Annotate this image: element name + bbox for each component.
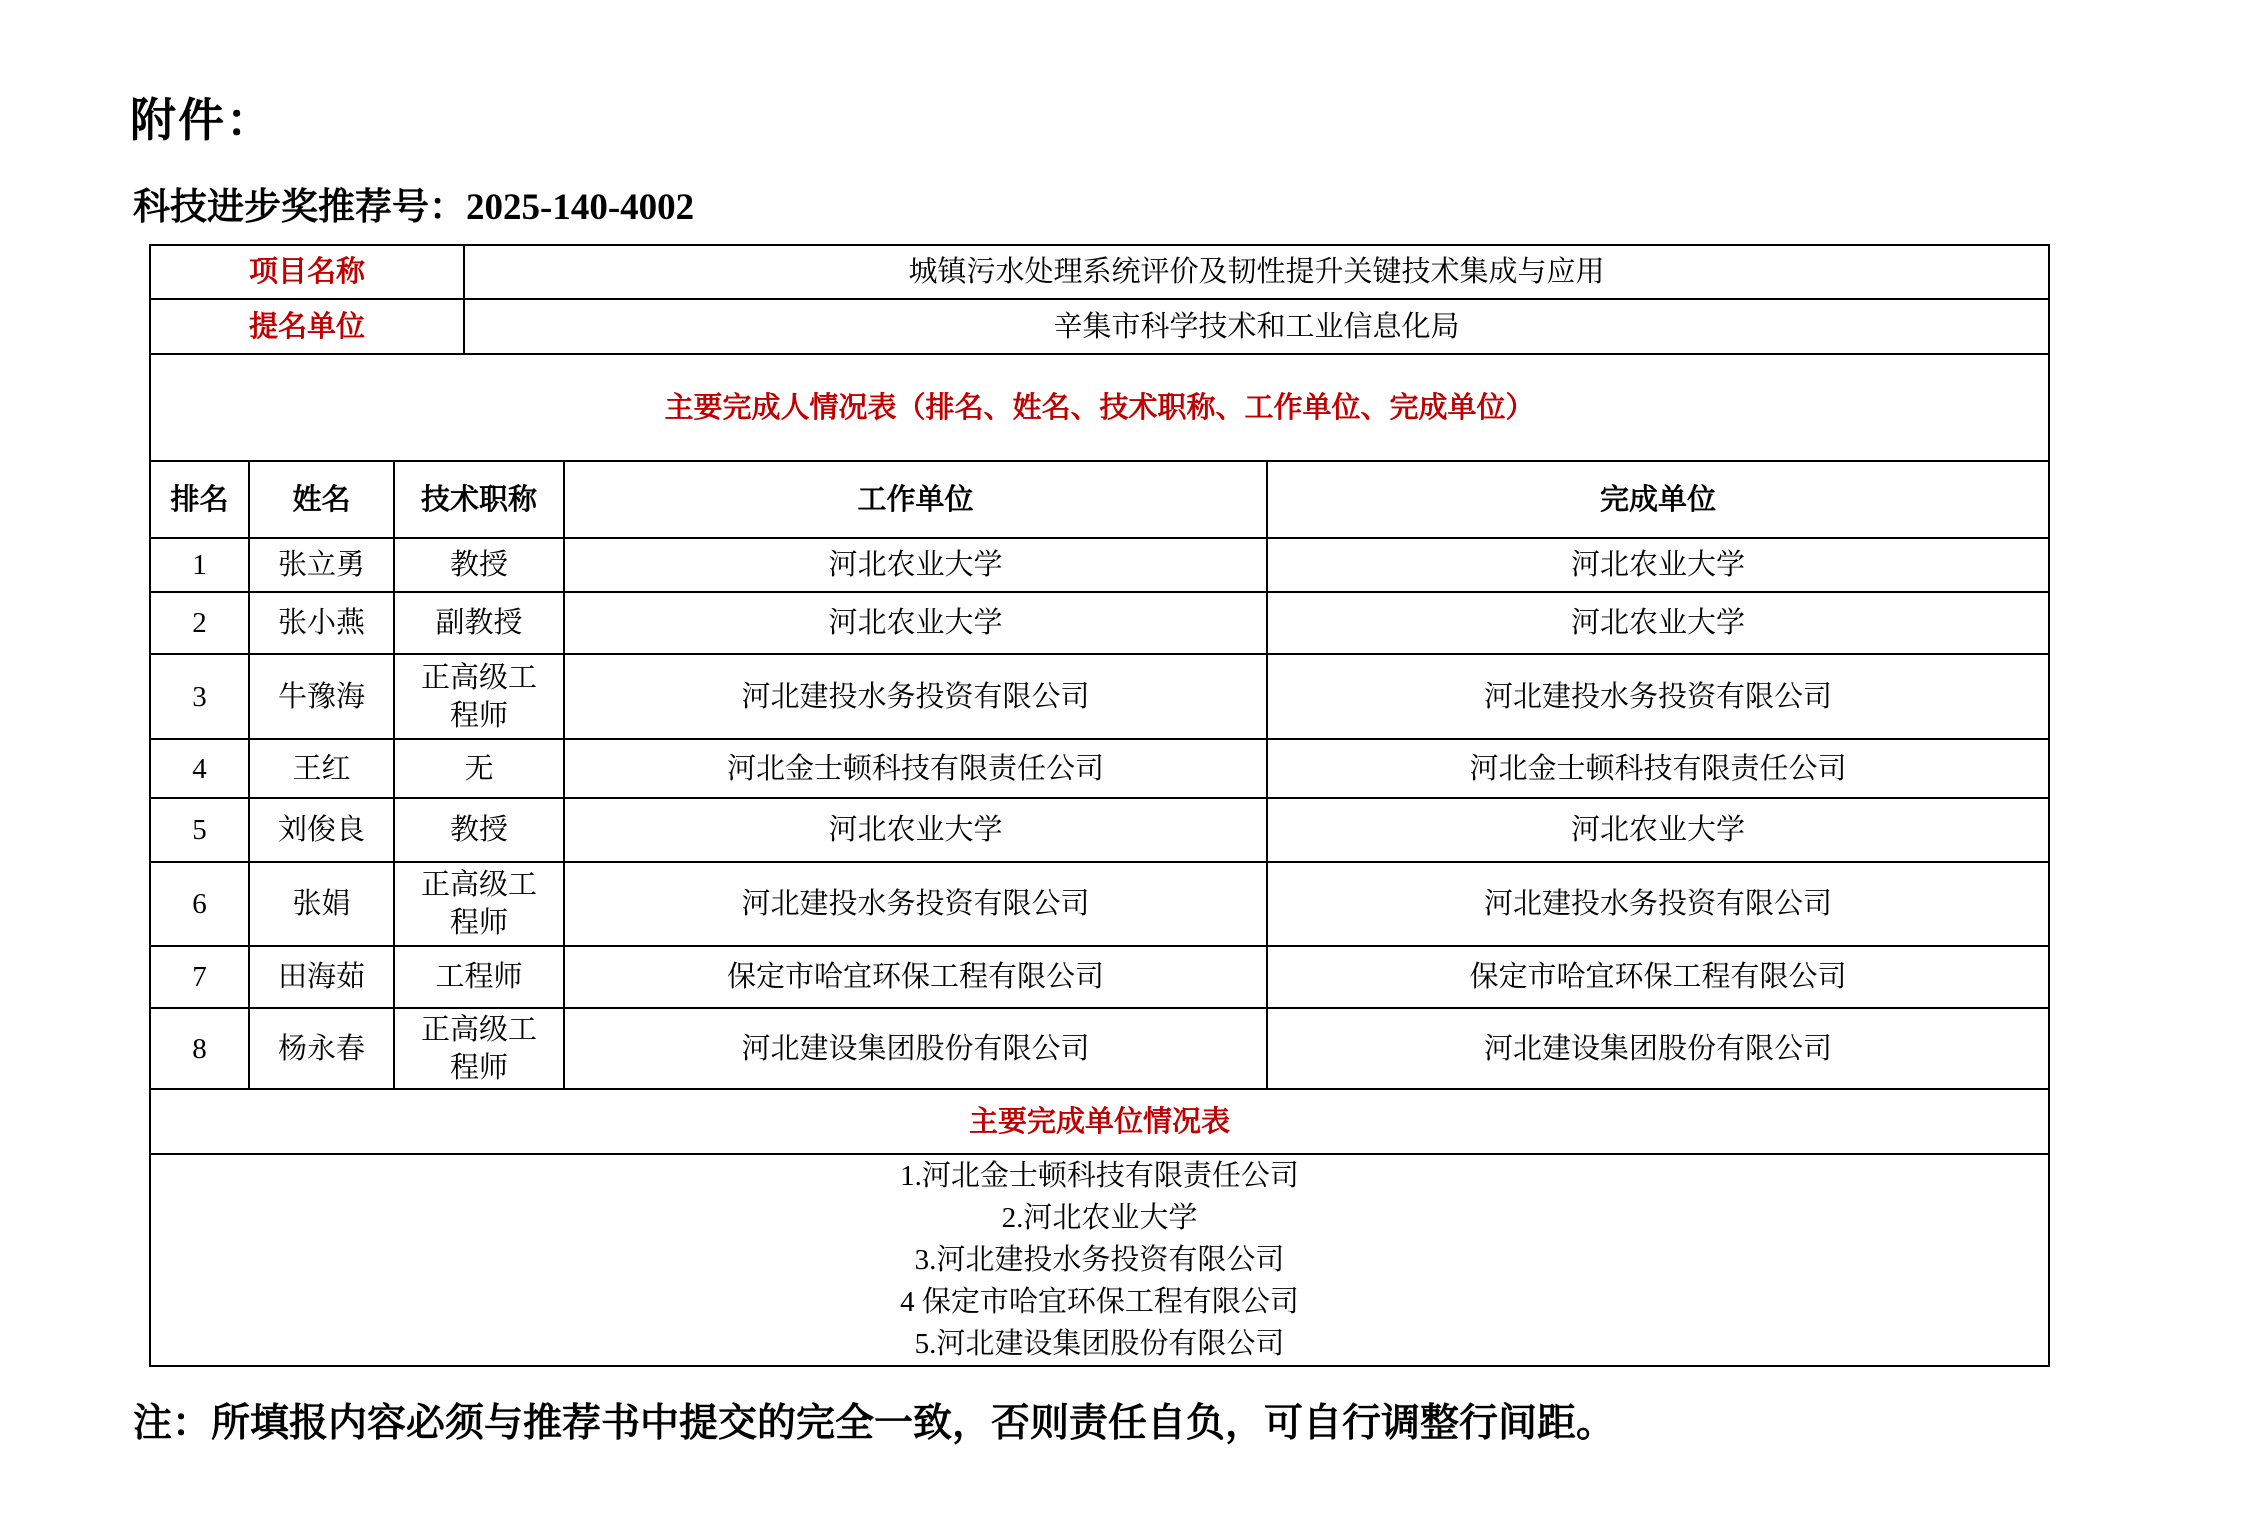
recommendation-number-label: 科技进步奖推荐号： <box>133 187 466 228</box>
person-completion-unit: 河北农业大学 <box>1267 538 2049 592</box>
person-rank: 2 <box>150 592 249 654</box>
project-name-row <box>150 245 2049 299</box>
person-title: 正高级工程师 <box>394 862 564 946</box>
header-rank: 排名 <box>150 461 249 538</box>
person-name: 田海茹 <box>249 946 394 1008</box>
person-name: 张立勇 <box>249 538 394 592</box>
award-info-table <box>149 244 2050 1367</box>
person-work-unit: 河北建投水务投资有限公司 <box>564 654 1267 739</box>
person-name: 刘俊良 <box>249 798 394 862</box>
person-row-8 <box>150 1008 2049 1089</box>
attachment-heading: 附件： <box>130 94 274 146</box>
person-rank: 5 <box>150 798 249 862</box>
nominator-label: 提名单位 <box>150 299 464 354</box>
header-completion-unit: 完成单位 <box>1267 461 2049 538</box>
recommendation-number-line <box>133 176 694 230</box>
person-row-4 <box>150 739 2049 798</box>
person-name: 张娟 <box>249 862 394 946</box>
project-name-value: 城镇污水处理系统评价及韧性提升关键技术集成与应用 <box>464 245 2049 299</box>
unit-item: 2.河北农业大学 <box>1001 1202 1198 1234</box>
person-completion-unit: 河北建设集团股份有限公司 <box>1267 1008 2049 1089</box>
unit-item: 4 保定市哈宜环保工程有限公司 <box>900 1286 1299 1318</box>
person-rank: 6 <box>150 862 249 946</box>
person-title: 工程师 <box>394 946 564 1008</box>
person-title: 教授 <box>394 538 564 592</box>
person-completion-unit: 河北农业大学 <box>1267 592 2049 654</box>
recommendation-number-value: 2025-140-4002 <box>466 187 695 228</box>
person-completion-unit: 河北金士顿科技有限责任公司 <box>1267 739 2049 798</box>
person-title: 副教授 <box>394 592 564 654</box>
nominator-value: 辛集市科学技术和工业信息化局 <box>464 299 2049 354</box>
person-title: 无 <box>394 739 564 798</box>
units-section-title: 主要完成单位情况表 <box>150 1089 2049 1154</box>
person-work-unit: 河北建设集团股份有限公司 <box>564 1008 1267 1089</box>
person-row-3 <box>150 654 2049 739</box>
person-completion-unit: 河北建投水务投资有限公司 <box>1267 862 2049 946</box>
person-rank: 8 <box>150 1008 249 1089</box>
person-name: 王红 <box>249 739 394 798</box>
nominator-row <box>150 299 2049 354</box>
person-completion-unit: 河北建投水务投资有限公司 <box>1267 654 2049 739</box>
footer-note: 注：所填报内容必须与推荐书中提交的完全一致，否则责任自负，可自行调整行间距。 <box>133 1402 1616 1445</box>
person-row-7 <box>150 946 2049 1008</box>
person-rank: 7 <box>150 946 249 1008</box>
person-name: 张小燕 <box>249 592 394 654</box>
person-rank: 1 <box>150 538 249 592</box>
header-work-unit: 工作单位 <box>564 461 1267 538</box>
header-title: 技术职称 <box>394 461 564 538</box>
person-work-unit: 河北农业大学 <box>564 538 1267 592</box>
person-row-2 <box>150 592 2049 654</box>
person-work-unit: 河北农业大学 <box>564 592 1267 654</box>
project-name-label: 项目名称 <box>150 245 464 299</box>
person-work-unit: 河北金士顿科技有限责任公司 <box>564 739 1267 798</box>
person-work-unit: 保定市哈宜环保工程有限公司 <box>564 946 1267 1008</box>
person-row-1 <box>150 538 2049 592</box>
person-title: 正高级工程师 <box>394 1008 564 1089</box>
person-title: 正高级工程师 <box>394 654 564 739</box>
unit-item: 5.河北建设集团股份有限公司 <box>914 1328 1285 1360</box>
person-name: 杨永春 <box>249 1008 394 1089</box>
person-name: 牛豫海 <box>249 654 394 739</box>
units-list-row <box>150 1154 2049 1366</box>
people-header-row <box>150 461 2049 538</box>
unit-item: 1.河北金士顿科技有限责任公司 <box>900 1160 1299 1192</box>
person-row-5 <box>150 798 2049 862</box>
units-list <box>150 1154 2049 1366</box>
unit-item: 3.河北建投水务投资有限公司 <box>914 1244 1285 1276</box>
units-section-title-row <box>150 1089 2049 1154</box>
person-rank: 4 <box>150 739 249 798</box>
header-name: 姓名 <box>249 461 394 538</box>
person-title: 教授 <box>394 798 564 862</box>
person-work-unit: 河北建投水务投资有限公司 <box>564 862 1267 946</box>
person-work-unit: 河北农业大学 <box>564 798 1267 862</box>
person-row-6 <box>150 862 2049 946</box>
person-completion-unit: 保定市哈宜环保工程有限公司 <box>1267 946 2049 1008</box>
person-completion-unit: 河北农业大学 <box>1267 798 2049 862</box>
person-rank: 3 <box>150 654 249 739</box>
people-section-title-row <box>150 354 2049 461</box>
people-section-title: 主要完成人情况表（排名、姓名、技术职称、工作单位、完成单位） <box>150 354 2049 461</box>
